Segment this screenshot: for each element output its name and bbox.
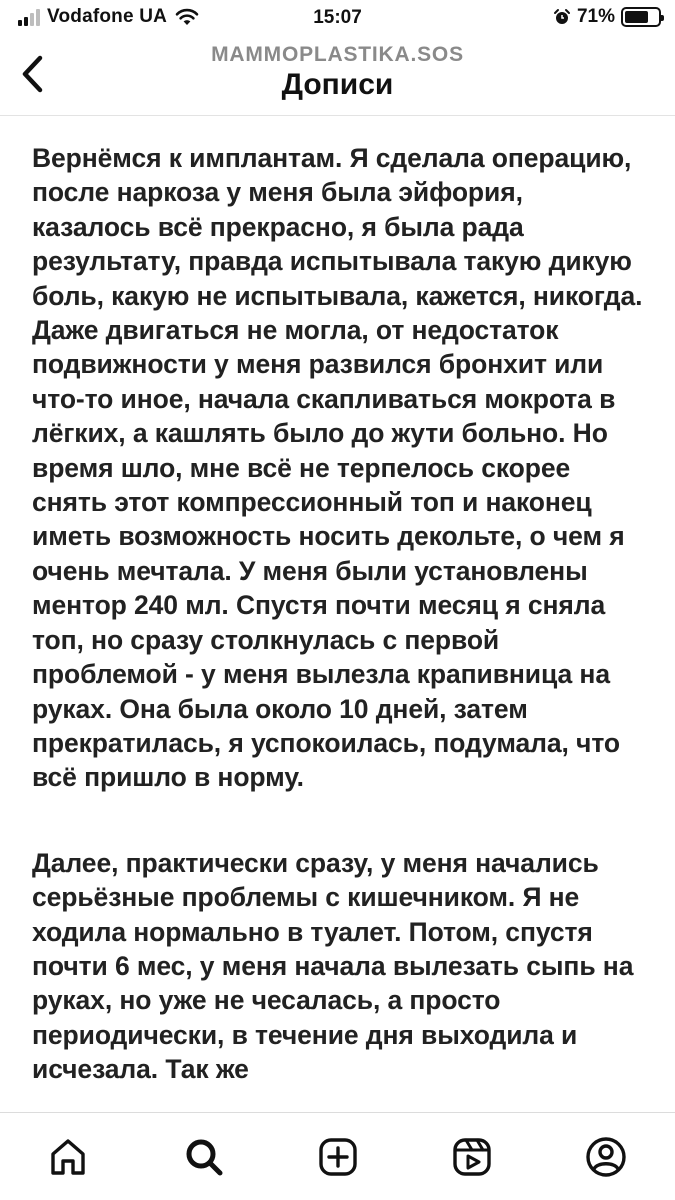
page-title: Дописи (281, 68, 394, 101)
profile-icon (584, 1135, 628, 1179)
battery-percent: 71% (576, 6, 615, 27)
tab-create[interactable] (314, 1133, 362, 1181)
battery-icon (621, 7, 661, 27)
tab-bar (0, 1112, 675, 1200)
carrier-label: Vodafone UA (47, 6, 168, 27)
post-paragraph: Далее, практически сразу, у меня начались серьёзные проблемы с кишечником. Я не ходила нормально в туалет. Потом, спустя почти 6 мес, у меня начала вылезать сыпь на руках, но уже не чесалась, а просто периодически, в течение дня выходила и исчезала. Так же (32, 847, 634, 1085)
alarm-icon (553, 8, 571, 26)
post-paragraph: Вернёмся к имплантам. Я сделала операцию, после наркоза у меня была эйфория, казалось всё прекрасно, я была рада результату, правда испытывала такую дикую боль, какую не испытывала, кажется, никогда. Даже двигаться не могла, от недостаток подвижности у меня развился бронхит или что-то иное, начала скапливаться мокрота в лёгких, а кашлять было до жути больно. Но время шло, мне всё не терпелось скорее снять этот компрессионный топ и наконец иметь возможность носить декольте, о чем я очень мечтала. У меня были установлены ментор 240 мл. Спустя почти месяц я сняла топ, но сразу столкнулась с первой проблемой - у меня вылезла крапивница на руках. Она была около 10 дней, затем прекратилась, я успокоилась, подумала, что всё пришло в норму. (32, 143, 643, 793)
tab-search[interactable] (180, 1133, 228, 1181)
account-username[interactable]: MAMMOPLASTIKA.SOS (211, 43, 464, 66)
status-right (553, 6, 661, 28)
status-bar (0, 0, 675, 38)
tab-profile[interactable] (582, 1133, 630, 1181)
post-text (32, 141, 647, 1111)
search-icon (182, 1135, 226, 1179)
tab-reels[interactable] (448, 1133, 496, 1181)
nav-header (0, 38, 675, 116)
reels-icon (450, 1135, 494, 1179)
home-icon (46, 1135, 90, 1179)
battery-fill (625, 11, 648, 23)
status-time: 15:07 (313, 7, 362, 28)
tab-home[interactable] (44, 1133, 92, 1181)
add-post-icon (316, 1135, 360, 1179)
